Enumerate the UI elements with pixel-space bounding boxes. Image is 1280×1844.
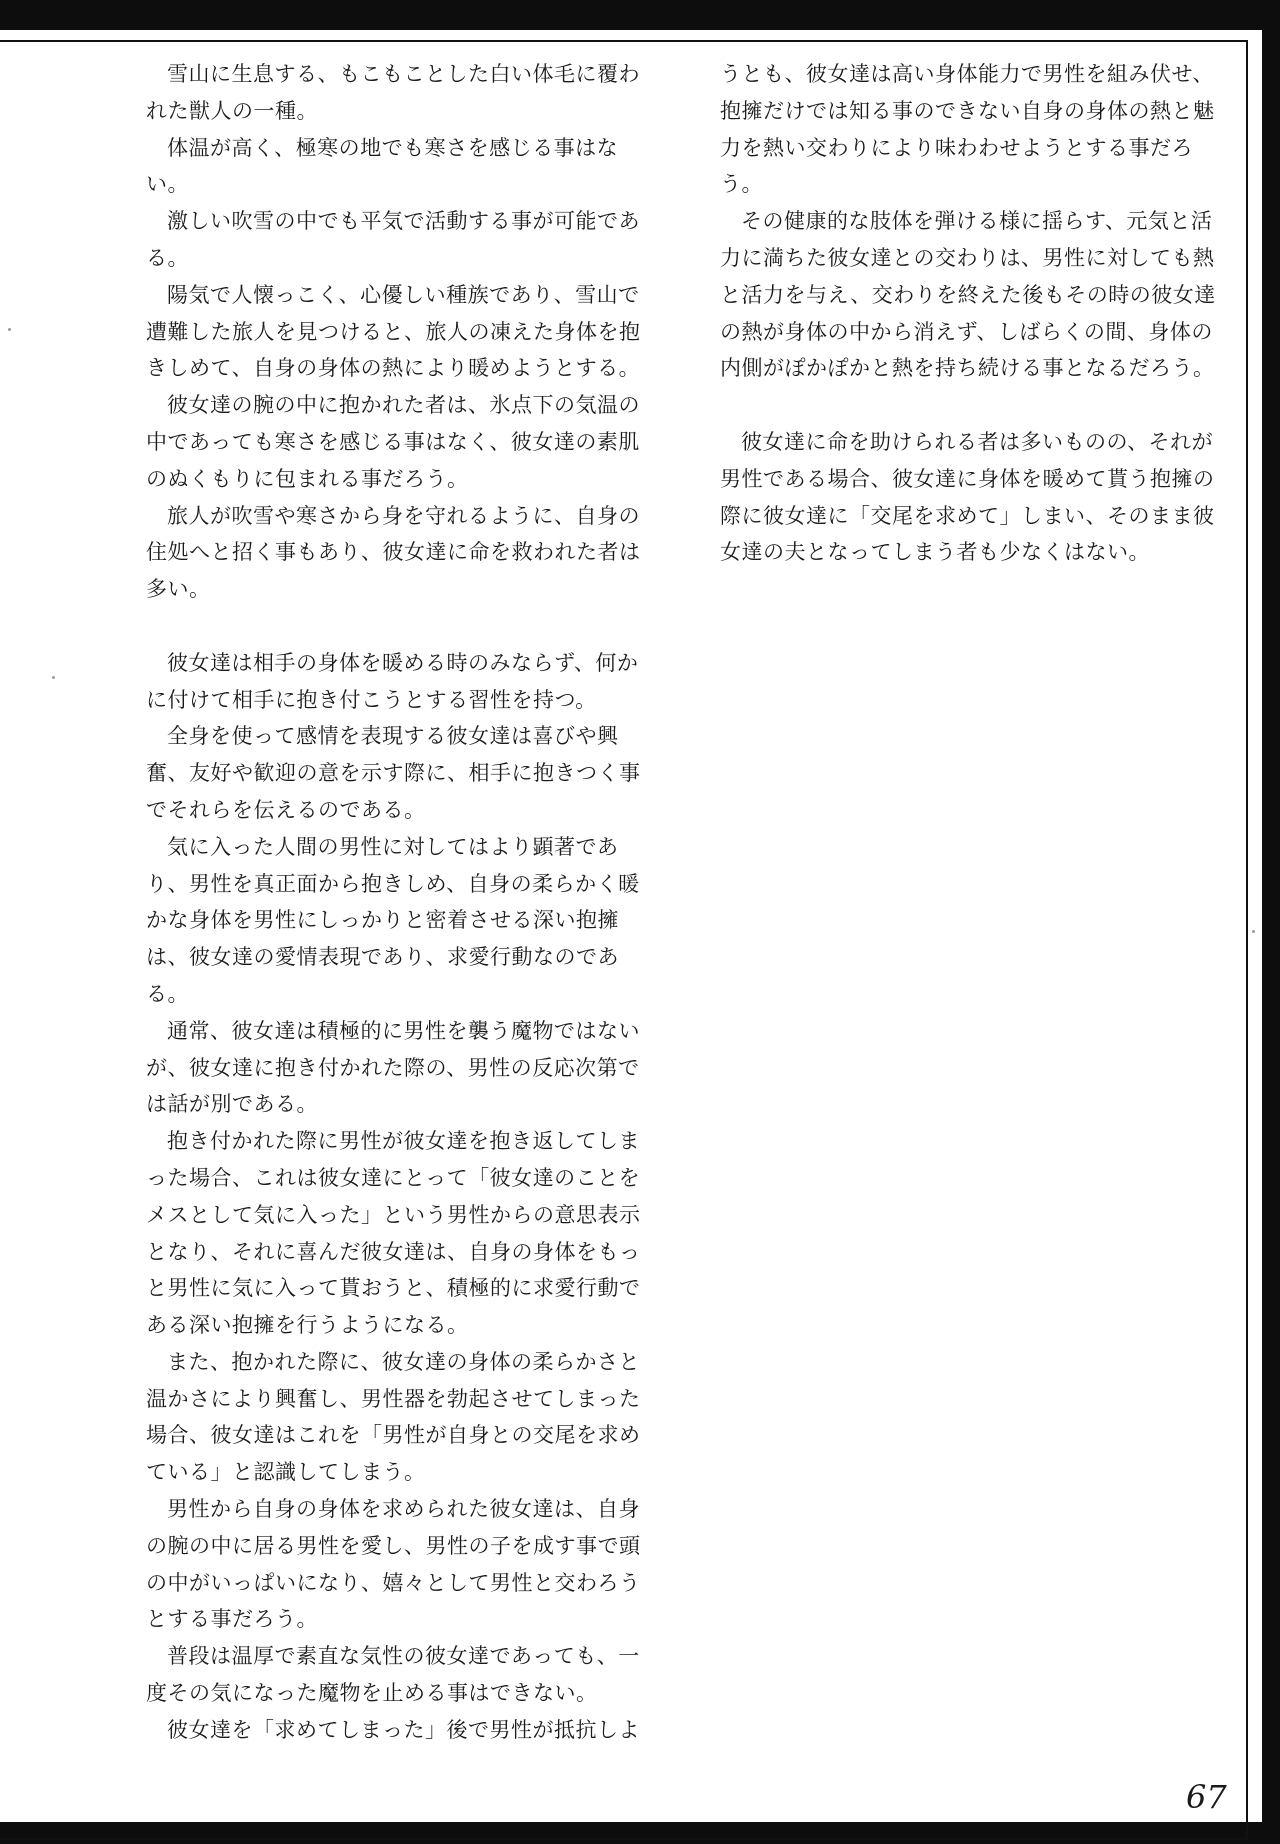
right-text-column: [720, 56, 1230, 571]
paragraph: 旅人が吹雪や寒さから身を守れるように、自身の住処へと招く事もあり、彼女達に命を救われた者は多い。: [146, 503, 641, 602]
paragraph-continuation: うとも、彼女達は高い身体能力で男性を組み伏せ、抱擁だけでは知る事のできない自身の身体の熱と魅力を熱い交わりにより味わわせようとする事だろう。: [720, 62, 1215, 197]
scan-speck: [1252, 930, 1255, 933]
paragraph: 男性から自身の身体を求められた彼女達は、自身の腕の中に居る男性を愛し、男性の子を成す事で頭の中がいっぱいになり、嬉々として男性と交わろうとする事だろう。: [146, 1497, 641, 1632]
page-number: 67: [1186, 1778, 1227, 1816]
paragraph: 陽気で人懐っこく、心優しい種族であり、雪山で遭難した旅人を見つけると、旅人の凍えた身体を抱きしめて、自身の身体の熱により暖めようとする。: [146, 282, 641, 381]
paragraph: 彼女達の腕の中に抱かれた者は、氷点下の気温の中であっても寒さを感じる事はなく、彼女達の素肌のぬくもりに包まれる事だろう。: [146, 393, 640, 491]
paragraph: 通常、彼女達は積極的に男性を襲う魔物ではないが、彼女達に抱き付かれた際の、男性の反応次第では話が別である。: [146, 1018, 640, 1117]
paragraph: 雪山に生息する、もこもことした白い体毛に覆われた獣人の一種。: [146, 62, 640, 123]
paragraph-gap: [146, 608, 656, 645]
paragraph-gap: [720, 387, 1230, 424]
paragraph: 彼女達は相手の身体を暖める時のみならず、何かに付けて相手に抱き付こうとする習性を持つ。: [146, 650, 639, 712]
left-text-column: [146, 56, 656, 1749]
scan-speck: [52, 676, 55, 679]
scan-speck: [8, 328, 11, 331]
paragraph: 彼女達に命を助けられる者は多いものの、それが男性である場合、彼女達に身体を暖めて貰う抱擁の際に彼女達に「交尾を求めて」しまい、そのまま彼女達の夫となってしまう者も少なくはない。: [720, 429, 1215, 565]
paragraph: その健康的な肢体を弾ける様に揺らす、元気と活力に満ちた彼女達との交わりは、男性に対しても熱と活力を与え、交わりを終えた後もその時の彼女達の熱が身体の中から消えず、しばらくの間、身体の内側がぽかぽかと熱を持ち続ける事となるだろう。: [720, 209, 1216, 381]
paragraph: 全身を使って感情を表現する彼女達は喜びや興奮、友好や歓迎の意を示す際に、相手に抱きつく事でそれらを伝えるのである。: [146, 724, 641, 822]
top-border-bar: [0, 0, 1280, 30]
paragraph: 彼女達を「求めてしまった」後で男性が抵抗しよ: [167, 1717, 640, 1742]
paragraph: 気に入った人間の男性に対してはより顕著であり、男性を真正面から抱きしめ、自身の柔らかく暖かな身体を男性にしっかりと密着させる深い抱擁は、彼女達の愛情表現であり、求愛行動なのである。: [146, 834, 640, 1006]
paragraph: 普段は温厚で素直な気性の彼女達であっても、一度その気になった魔物を止める事はできない。: [146, 1644, 640, 1706]
paragraph: また、抱かれた際に、彼女達の身体の柔らかさと温かさにより興奮し、男性器を勃起させてしまった場合、彼女達はこれを「男性が自身との交尾を求めている」と認識してしまう。: [146, 1349, 641, 1485]
paragraph: 体温が高く、極寒の地でも寒さを感じる事はない。: [146, 135, 619, 197]
paragraph: 抱き付かれた際に男性が彼女達を抱き返してしまった場合、これは彼女達にとって「彼女達のことをメスとして気に入った」という男性からの意思表示となり、それに喜んだ彼女達は、自身の身体をもっと男性に気に入って貰おうと、積極的に求愛行動である深い抱擁を行うようになる。: [146, 1129, 641, 1338]
paragraph: 激しい吹雪の中でも平気で活動する事が可能である。: [146, 209, 640, 270]
right-border-bar: [1262, 0, 1280, 1844]
